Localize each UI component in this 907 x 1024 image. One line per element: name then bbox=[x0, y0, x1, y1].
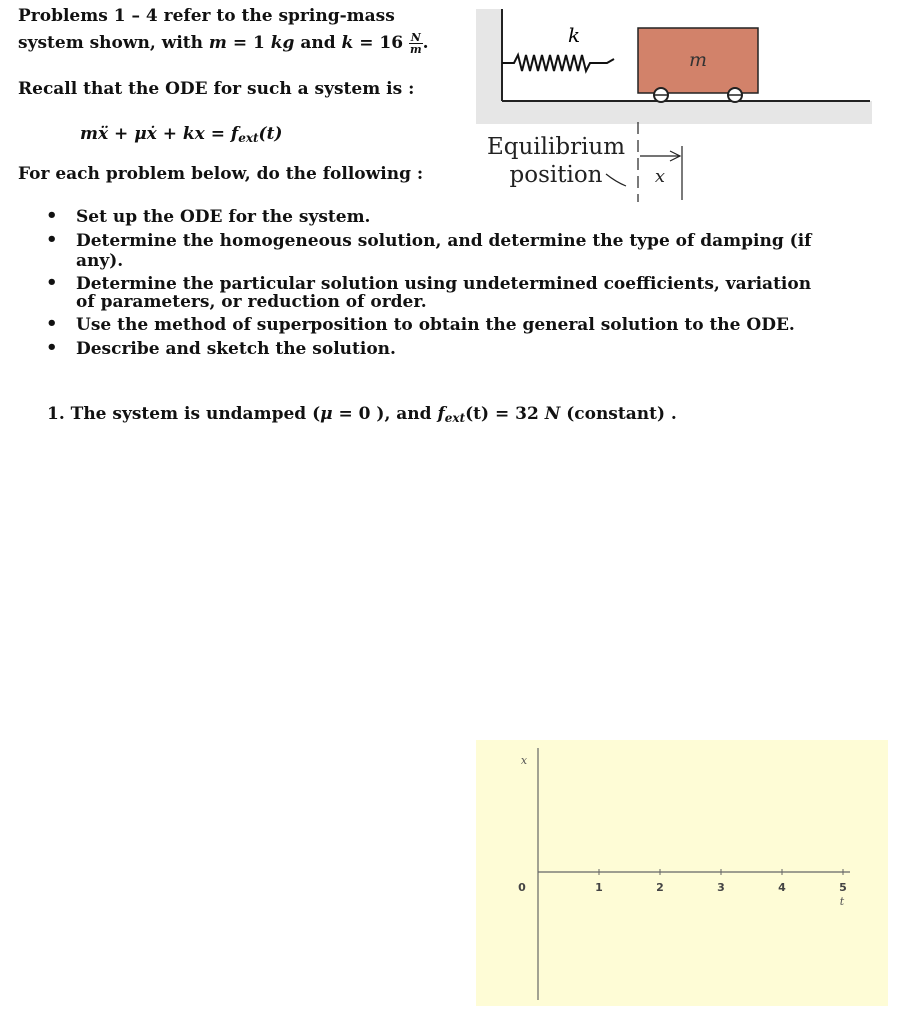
intro-line-2: system shown, with m = 1 kg and k = 16 $\frac{N}{m}$ . bbox=[18, 31, 429, 56]
m-symbol: m bbox=[208, 33, 227, 53]
floor-shading bbox=[476, 101, 872, 124]
intro-line-1: Problems 1 – 4 refer to the spring-mass bbox=[18, 6, 395, 26]
spring-label: k bbox=[567, 23, 581, 47]
position-label: position bbox=[509, 162, 603, 188]
mass-label: m bbox=[688, 49, 708, 71]
solution-graph bbox=[476, 740, 888, 1006]
pointer-curve bbox=[606, 174, 626, 186]
spring-mass-diagram bbox=[474, 6, 874, 202]
problem-1: 1. The system is undamped (μ = 0 ), and $f_{ext}(t) = 32$ N (constant) . bbox=[47, 404, 677, 425]
intro-paragraph bbox=[18, 3, 429, 57]
spring bbox=[502, 55, 614, 71]
x-tick-label: 0 bbox=[518, 881, 526, 894]
list-item: • Determine the homogeneous solution, and determine the type of damping (if any). bbox=[46, 229, 812, 271]
list-item: • Use the method of superposition to obtain the general solution to the ODE. bbox=[46, 313, 795, 335]
recall-text: Recall that the ODE for such a system is : bbox=[18, 79, 415, 99]
list-item: • Describe and sketch the solution. bbox=[46, 337, 396, 359]
unit-fraction: $\frac{N}{m}$ bbox=[409, 31, 422, 56]
ode-equation: mẍ + μẋ + kx = $f_{ext}(t)$ bbox=[80, 124, 283, 145]
x-label: x bbox=[654, 166, 666, 187]
x-tick-label: 2 bbox=[656, 881, 664, 894]
list-item: • Determine the particular solution using undetermined coefficients, variation of parameters, or reduction of order. bbox=[46, 272, 812, 312]
x-tick-label: 1 bbox=[595, 881, 603, 894]
list-item: • Set up the ODE for the system. bbox=[46, 205, 371, 227]
x-tick-label: 3 bbox=[717, 881, 725, 894]
foreach-text: For each problem below, do the following : bbox=[18, 164, 424, 184]
x-tick-label: 4 bbox=[778, 881, 786, 894]
k-symbol: k bbox=[341, 33, 354, 53]
x-tick-label: 5 bbox=[839, 881, 847, 894]
instruction-list bbox=[18, 207, 858, 363]
equilibrium-label: Equilibrium bbox=[486, 134, 626, 160]
x-axis-label: t bbox=[839, 895, 845, 908]
y-axis-label: x bbox=[520, 754, 528, 767]
